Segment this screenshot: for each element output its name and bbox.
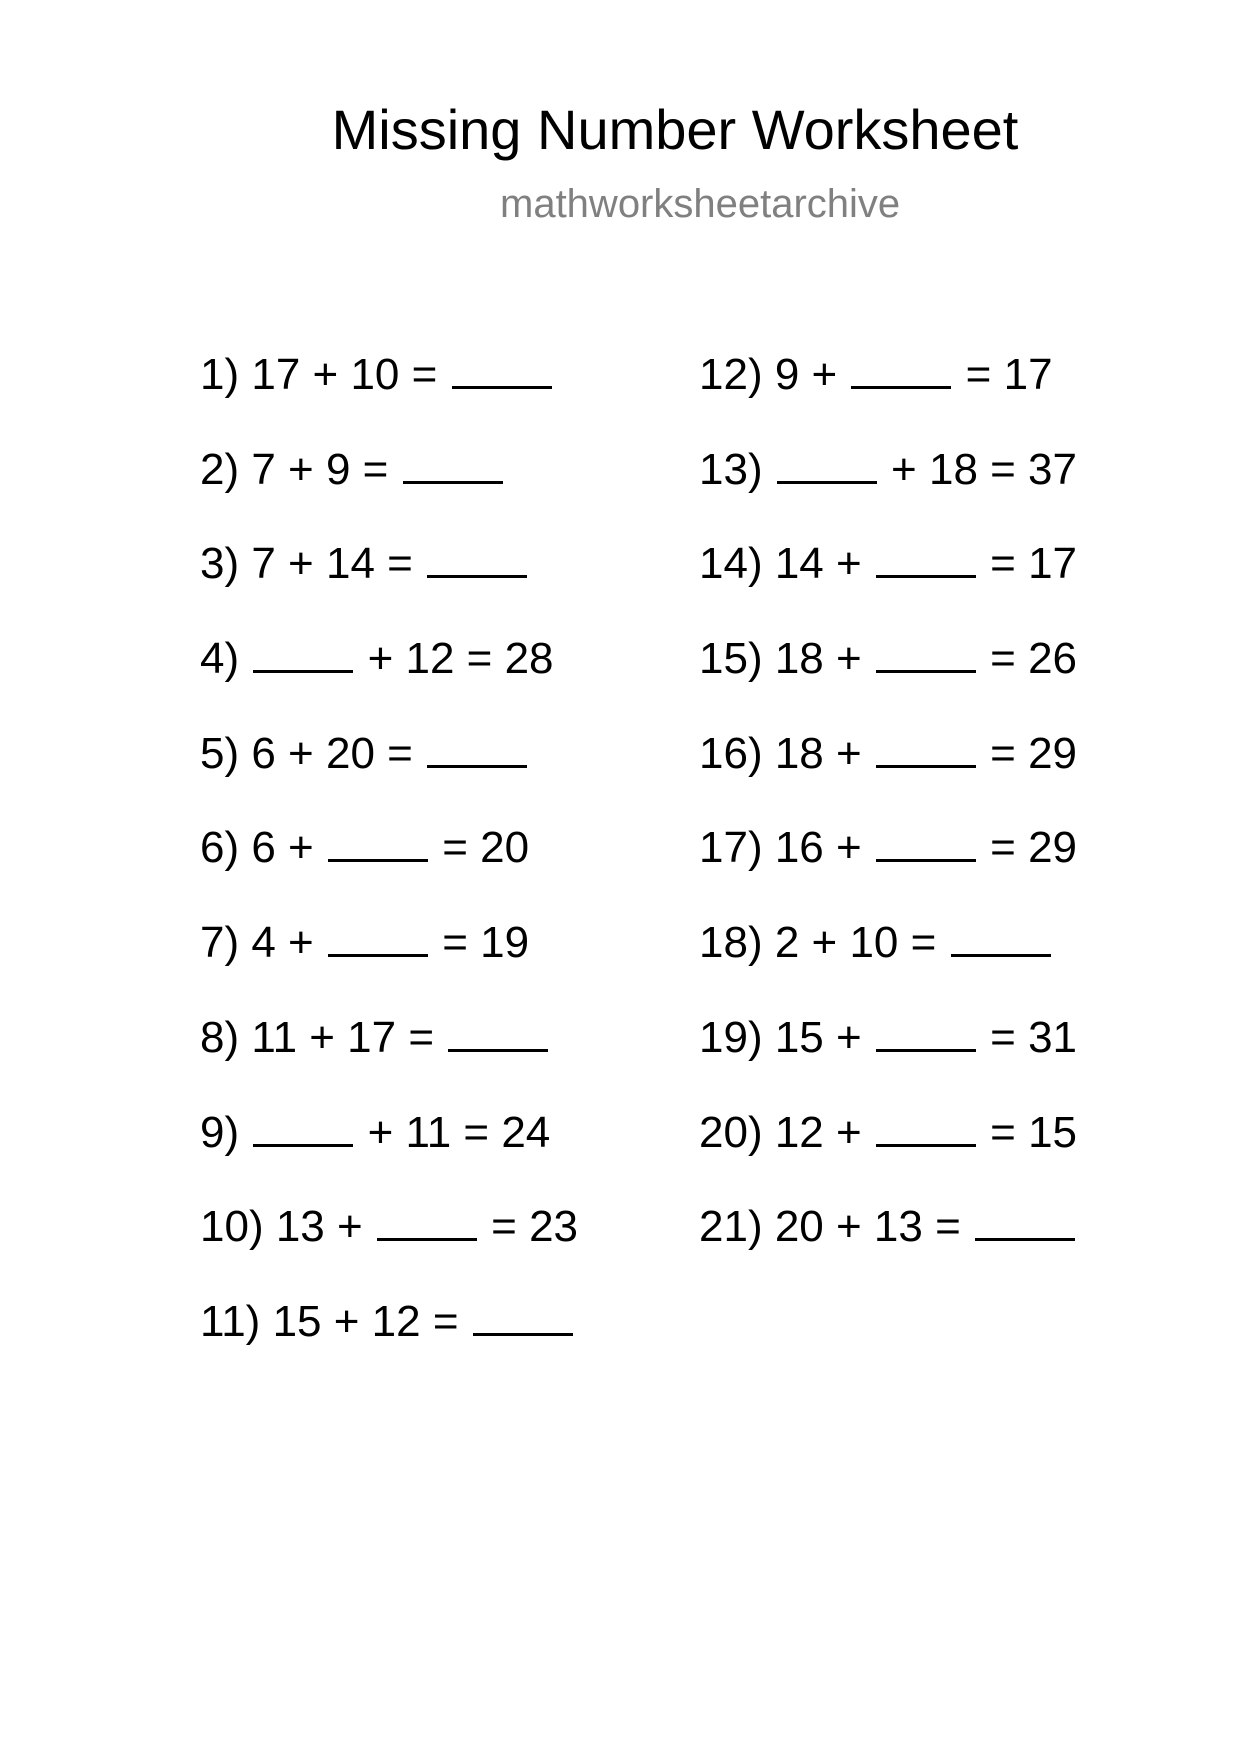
problem-item (699, 348, 1077, 443)
problem-item (699, 1200, 1077, 1295)
problem-column-left (200, 348, 578, 1390)
problem-text-before: 4 + (251, 918, 326, 968)
problem-number: 20) (699, 1107, 763, 1157)
problem-text-after: = 15 (977, 1107, 1078, 1157)
problem-number: 11) (200, 1296, 261, 1346)
answer-blank[interactable] (876, 545, 976, 578)
problem-item (699, 727, 1077, 822)
problem-item (699, 1106, 1077, 1201)
problem-text-after: + 11 = 24 (355, 1107, 551, 1157)
problem-number: 7) (200, 918, 240, 968)
answer-blank[interactable] (427, 545, 527, 578)
answer-blank[interactable] (403, 451, 503, 484)
problem-number: 17) (699, 823, 763, 873)
answer-blank[interactable] (473, 1303, 573, 1336)
answer-blank[interactable] (427, 735, 527, 768)
problem-item (200, 1200, 578, 1295)
answer-blank[interactable] (975, 1208, 1075, 1241)
problem-text-after: = 29 (977, 728, 1078, 778)
answer-blank[interactable] (876, 829, 976, 862)
problem-item (699, 1011, 1077, 1106)
problem-item (200, 1011, 578, 1106)
answer-blank[interactable] (377, 1208, 477, 1241)
problem-text-before: 18 + (774, 634, 874, 684)
problem-number: 2) (200, 444, 240, 494)
problem-text-after: + 12 = 28 (355, 634, 554, 684)
problem-item (200, 821, 578, 916)
problem-text-before: 11 + 17 = (251, 1012, 447, 1062)
problem-item (200, 727, 578, 822)
problem-text-before: 12 + (774, 1107, 874, 1157)
problem-text-before: 15 + (774, 1012, 874, 1062)
problem-text-after: = 19 (429, 918, 530, 968)
answer-blank[interactable] (876, 640, 976, 673)
answer-blank[interactable] (951, 924, 1051, 957)
problem-text-after: = 20 (429, 823, 530, 873)
answer-blank[interactable] (328, 829, 428, 862)
answer-blank[interactable] (851, 356, 951, 389)
problem-item (699, 632, 1077, 727)
problem-number: 15) (699, 634, 763, 684)
problem-item (200, 1106, 578, 1201)
problem-item (200, 348, 578, 443)
problem-text-before: 6 + (251, 823, 326, 873)
problem-number: 18) (699, 918, 763, 968)
problem-text-before: 15 + 12 = (272, 1296, 471, 1346)
answer-blank[interactable] (253, 640, 353, 673)
problem-text-after: = 31 (977, 1012, 1078, 1062)
problem-item (699, 821, 1077, 916)
problem-number: 16) (699, 728, 763, 778)
problem-text-before: 7 + 9 = (251, 444, 401, 494)
problem-column-right (699, 348, 1077, 1295)
problem-number: 12) (699, 350, 763, 399)
problem-item (200, 632, 578, 727)
problem-text-after: = 26 (977, 634, 1078, 684)
problem-text-before: 20 + 13 = (774, 1202, 973, 1252)
problem-number: 13) (699, 444, 763, 494)
problem-item (200, 916, 578, 1011)
problem-text-after: = 29 (977, 823, 1078, 873)
answer-blank[interactable] (253, 1114, 353, 1147)
problem-text-before: 13 + (275, 1202, 375, 1252)
problem-number: 8) (200, 1012, 240, 1062)
answer-blank[interactable] (876, 1114, 976, 1147)
problem-item (200, 443, 578, 538)
answer-blank[interactable] (328, 924, 428, 957)
problem-text-after: + 18 = 37 (878, 444, 1077, 494)
answer-blank[interactable] (876, 1019, 976, 1052)
problem-item (200, 537, 578, 632)
problem-number: 3) (200, 539, 240, 589)
problem-text-before: 16 + (774, 823, 874, 873)
problem-number: 21) (699, 1202, 763, 1252)
problem-text-before: 6 + 20 = (251, 728, 426, 778)
problem-number: 9) (200, 1107, 240, 1157)
answer-blank[interactable] (777, 451, 877, 484)
problem-number: 5) (200, 728, 240, 778)
problem-item (699, 537, 1077, 632)
problem-text-before: 14 + (774, 539, 874, 589)
problem-text-after: = 23 (478, 1202, 579, 1252)
answer-blank[interactable] (452, 356, 552, 389)
problem-number: 4) (200, 634, 240, 684)
problem-number: 10) (200, 1202, 264, 1252)
problem-item (699, 916, 1077, 1011)
problem-item (200, 1295, 578, 1390)
worksheet-source: mathworksheetarchive (500, 182, 901, 226)
problem-text-after: = 17 (977, 539, 1078, 589)
answer-blank[interactable] (448, 1019, 548, 1052)
problem-number: 6) (200, 823, 240, 873)
problem-text-before: 17 + 10 = (251, 350, 450, 399)
problem-number: 19) (699, 1012, 763, 1062)
problem-text-before: 7 + 14 = (251, 539, 426, 589)
answer-blank[interactable] (876, 735, 976, 768)
problem-item (699, 443, 1077, 538)
problem-text-before: 9 + (774, 350, 850, 399)
worksheet-title: Missing Number Worksheet (331, 98, 1019, 161)
problem-number: 1) (200, 350, 240, 399)
problem-text-before: 18 + (774, 728, 874, 778)
problem-text-before: 2 + 10 = (774, 918, 949, 968)
problem-text-after: = 17 (953, 350, 1053, 399)
problem-number: 14) (699, 539, 763, 589)
